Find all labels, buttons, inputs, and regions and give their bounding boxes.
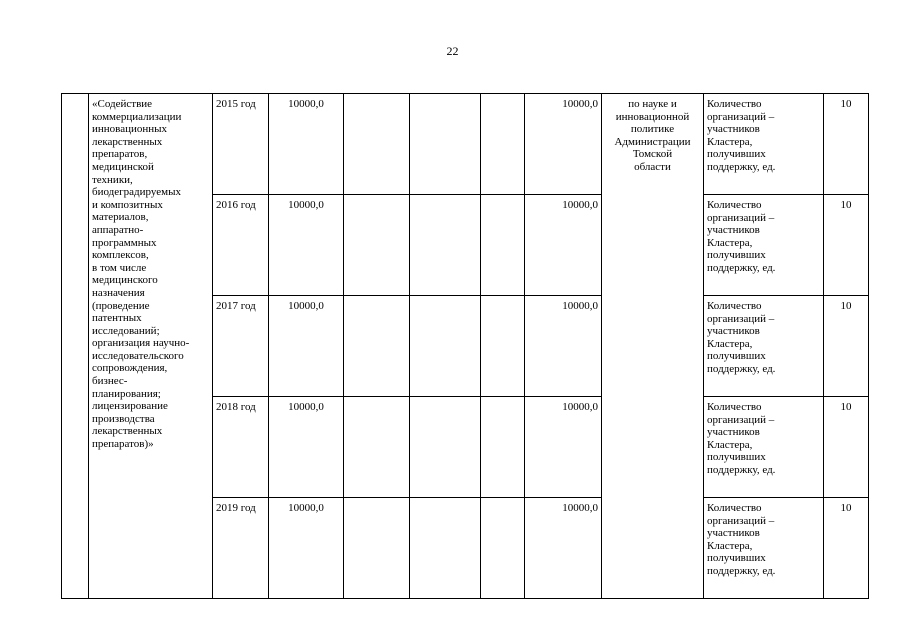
year-cell: 2017 год: [213, 296, 269, 397]
regional-budget-cell: [410, 296, 481, 397]
indicator-value-cell: 10: [824, 397, 869, 498]
regional-budget-cell: [410, 94, 481, 195]
total-amount-cell: 10000,0: [269, 397, 344, 498]
year-cell: 2019 год: [213, 498, 269, 599]
executor-cell: по науке и инновационной политике Администрации Томской области: [602, 94, 704, 599]
federal-budget-cell: [344, 397, 410, 498]
local-budget-cell: [481, 397, 525, 498]
table-row: [62, 94, 869, 195]
indicator-cell: Количество организаций – участников Кластера, получивших поддержку, ед.: [704, 397, 824, 498]
total-amount-cell: 10000,0: [269, 94, 344, 195]
local-budget-cell: [481, 296, 525, 397]
total-amount-cell: 10000,0: [269, 195, 344, 296]
row-number-cell: [62, 94, 89, 599]
indicator-cell: Количество организаций – участников Кластера, получивших поддержку, ед.: [704, 498, 824, 599]
year-cell: 2018 год: [213, 397, 269, 498]
federal-budget-cell: [344, 94, 410, 195]
local-budget-cell: [481, 195, 525, 296]
page-number: 22: [446, 44, 459, 58]
indicator-value-cell: 10: [824, 195, 869, 296]
other-sources-cell: 10000,0: [525, 94, 602, 195]
indicator-cell: Количество организаций – участников Кластера, получивших поддержку, ед.: [704, 195, 824, 296]
indicator-value-cell: 10: [824, 498, 869, 599]
local-budget-cell: [481, 94, 525, 195]
indicator-cell: Количество организаций – участников Кластера, получивших поддержку, ед.: [704, 94, 824, 195]
regional-budget-cell: [410, 397, 481, 498]
federal-budget-cell: [344, 195, 410, 296]
program-measures-table: [61, 93, 869, 599]
year-cell: 2015 год: [213, 94, 269, 195]
year-cell: 2016 год: [213, 195, 269, 296]
other-sources-cell: 10000,0: [525, 498, 602, 599]
indicator-value-cell: 10: [824, 296, 869, 397]
regional-budget-cell: [410, 498, 481, 599]
regional-budget-cell: [410, 195, 481, 296]
other-sources-cell: 10000,0: [525, 195, 602, 296]
measure-name-cell: «Содействие коммерциализации инновационных лекарственных препаратов, медицинской техники, биодеградируемых и композитных материалов, аппаратно- программных комплексов, в том числе медицинского назначения (проведение патентных исследований; организация научно- исследовательского сопровождения, бизнес- планирования; лицензирование производства лекарственных препаратов)»: [89, 94, 213, 599]
federal-budget-cell: [344, 296, 410, 397]
other-sources-cell: 10000,0: [525, 397, 602, 498]
local-budget-cell: [481, 498, 525, 599]
total-amount-cell: 10000,0: [269, 498, 344, 599]
other-sources-cell: 10000,0: [525, 296, 602, 397]
total-amount-cell: 10000,0: [269, 296, 344, 397]
federal-budget-cell: [344, 498, 410, 599]
indicator-cell: Количество организаций – участников Кластера, получивших поддержку, ед.: [704, 296, 824, 397]
indicator-value-cell: 10: [824, 94, 869, 195]
